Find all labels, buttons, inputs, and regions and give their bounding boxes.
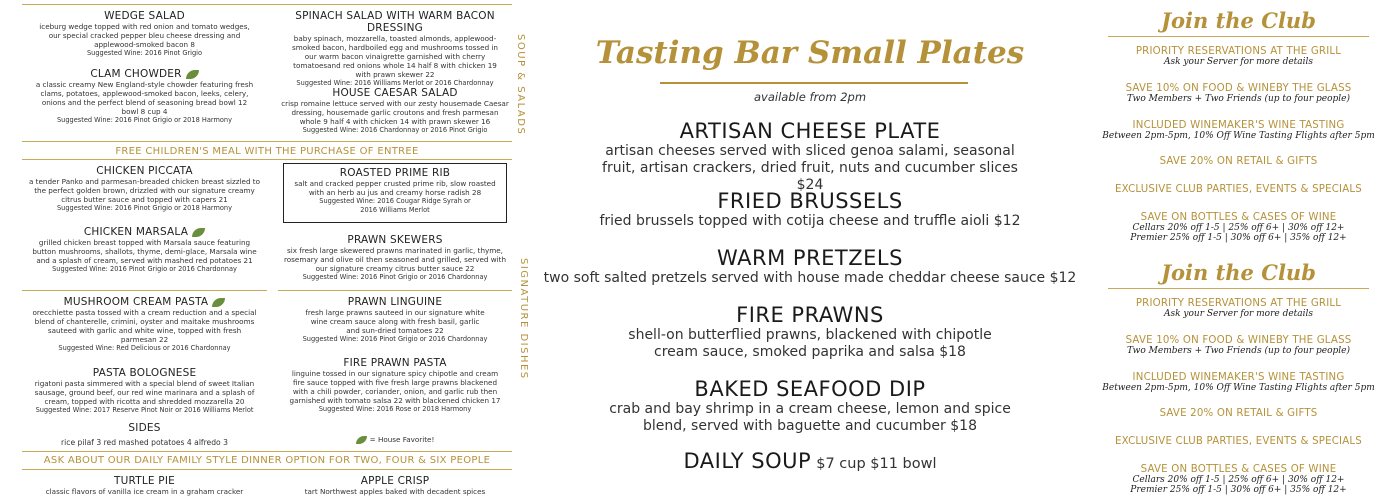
dish-baked-seafood-dip: BAKED SEAFOOD DIP crab and bay shrimp in a cream cheese, lemon and spice blend, served with baguette and cucumber $18	[609, 377, 1011, 434]
divider	[22, 290, 267, 291]
menu-item-pasta-bolognese: PASTA BOLOGNESE rigatoni pasta simmered with a special blend of sweet Italian sausage, ground beef, our red wine marinara and a splash of cream, topped with ricotta and shredded mozzarella 20 Suggested Wine: 2017 Reserve Pinot Noir or 2016 Williams Merlot	[34, 367, 255, 414]
tasting-bar-menu	[540, 0, 1080, 500]
club-title: Join the Club	[1161, 260, 1316, 285]
divider	[22, 159, 512, 160]
title-underline	[660, 82, 968, 84]
divider	[22, 451, 512, 452]
available-note: available from 2pm	[753, 90, 867, 104]
kids-meal-banner: FREE CHILDREN'S MEAL WITH THE PURCHASE OF ENTREE	[115, 146, 419, 157]
house-favorite-icon	[212, 298, 225, 307]
menu-item-spinach-salad: SPINACH SALAD WITH WARM BACON DRESSING baby spinach, mozzarella, toasted almonds, applewood-smoked bacon, hardboiled egg and mushrooms tossed in our warm bacon vinaigrette garnished with cherry tomatoesand red onions whole 14 half 8 with chicken 19 with prawn skewer 22 Suggested Wine: 2016 Williams Merlot or 2016 Chardonnay	[292, 10, 498, 87]
club-panel	[1100, 0, 1400, 500]
dish-artisan-cheese-plate: ARTISAN CHEESE PLATE artisan cheeses served with sliced genoa salami, seasonal fruit, artisan crackers, dried fruit, nuts and cucumber slices $24	[602, 119, 1018, 193]
menu-item-wedge-salad: WEDGE SALAD iceburg wedge topped with red onion and tomato wedges, our special cracked pepper bleu cheese dressing and applewood-smoked bacon 8 Suggested Wine: 2016 Pinot Grigio	[39, 10, 250, 57]
house-favorite-icon	[356, 436, 367, 444]
divider	[22, 4, 512, 5]
dish-daily-soup: DAILY SOUP $7 cup $11 bowl	[683, 449, 937, 473]
house-favorite-legend: = House Favorite!	[340, 435, 450, 444]
club-benefits-top: Join the Club PRIORITY RESERVATIONS AT THE GRILL Ask your Server for more details SAVE 10% ON FOOD & WINEBY THE GLASS Two Members + Two Friends (up to four people) INCLUDED WINEMAKER'S WINE TASTING Between 2pm-5pm, 10% Off Wine Tasting Flights after 5pm SAVE 20% ON RETAIL & GIFTS EXCLUSIVE CLUB PARTIES, EVENTS & SPECIALS SAVE ON BOTTLES & CASES OF WINE Cellars 20% off 1-5 | 25% off 6+ | 30% off 12+ Premier 25% off 1-5 | 30% off 6+ | 35% off 12+	[1100, 8, 1377, 243]
menu-item-caesar-salad: HOUSE CAESAR SALAD crisp romaine lettuce served with our zesty housemade Caesar dressing, housemade garlic croutons and fresh parmesan whole 9 half 4 with chicken 14 with prawn skewer 16 Suggested Wine: 2016 Chardonnay or 2016 Pinot Grigio	[281, 87, 509, 134]
menu-item-fire-prawn-pasta: FIRE PRAWN PASTA linguine tossed in our signature spicy chipotle and cream fire sauce topped with five fresh large prawns blackened with a chili powder, coriander, onion, and garlic rub then garnished with tomato salsa 22 with blackened chicken 17 Suggested Wine: 2016 Rose or 2018 Harmony	[289, 357, 501, 413]
menu-item-prawn-skewers: PRAWN SKEWERS six fresh large skewered prawns marinated in garlic, thyme, rosemary and olive oil then seasoned and grilled, served with our signature creamy citrus butter sauce 22 Suggested Wine: 2016 Pinot Grigio or 2016 Chardonnay	[283, 234, 507, 281]
dish-fried-brussels: FRIED BRUSSELS fried brussels topped with cotija cheese and truffle aioli $12	[599, 189, 1021, 229]
restaurant-menu	[0, 0, 540, 500]
menu-item-sides: SIDES rice pilaf 3 red mashed potatoes 4 alfredo 3	[61, 422, 228, 447]
divider	[1108, 36, 1369, 37]
dish-warm-pretzels: WARM PRETZELS two soft salted pretzels served with house made cheddar cheese sauce $12	[543, 246, 1077, 286]
menu-item-clam-chowder: CLAM CHOWDER a classic creamy New England-style chowder featuring fresh clams, potatoes, applewood-smoked bacon, leeks, celery, onions and the perfect blend of seasoning bread bowl 12 bowl 8 cup 4 Suggested Wine: 2016 Pinot Grigio or 2018 Harmony	[35, 68, 254, 124]
divider	[1108, 288, 1369, 289]
divider	[22, 469, 512, 470]
tasting-bar-title: Tasting Bar Small Plates	[595, 35, 1025, 71]
menu-item-prime-rib: ROASTED PRIME RIB salt and cracked pepper crusted prime rib, slow roasted with an herb au jus and creamy horse radish 28 Suggested Wine: 2016 Cougar Ridge Syrah or 2016 Williams Merlot	[283, 163, 507, 223]
menu-item-prawn-linguine: PRAWN LINGUINE fresh large prawns sauteed in our signature white wine cream sauce along with fresh basil, garlic and sun-dried tomatoes 22 Suggested Wine: 2016 Pinot Grigio or 2016 Chardonnay	[302, 296, 488, 343]
house-favorite-icon	[192, 228, 205, 237]
divider	[22, 141, 512, 142]
dish-fire-prawns: FIRE PRAWNS shell-on butterflied prawns, blackened with chipotle cream sauce, smoked paprika and salsa $18	[628, 303, 992, 360]
club-title: Join the Club	[1161, 8, 1316, 33]
section-label-signature-dishes: SIGNATURE DISHES	[518, 258, 529, 380]
club-benefits-bottom: Join the Club PRIORITY RESERVATIONS AT THE GRILL Ask your Server for more details SAVE 10% ON FOOD & WINEBY THE GLASS Two Members + Two Friends (up to four people) INCLUDED WINEMAKER'S WINE TASTING Between 2pm-5pm, 10% Off Wine Tasting Flights after 5pm SAVE 20% ON RETAIL & GIFTS EXCLUSIVE CLUB PARTIES, EVENTS & SPECIALS SAVE ON BOTTLES & CASES OF WINE Cellars 20% off 1-5 | 25% off 6+ | 30% off 12+ Premier 25% off 1-5 | 30% off 6+ | 35% off 12+	[1100, 260, 1377, 495]
menu-item-turtle-pie: TURTLE PIE classic flavors of vanilla ice cream in a graham cracker	[45, 475, 244, 496]
family-style-banner: ASK ABOUT OUR DAILY FAMILY STYLE DINNER OPTION FOR TWO, FOUR & SIX PEOPLE	[43, 455, 491, 466]
section-label-soup-salads: SOUP & SALADS	[515, 34, 526, 136]
divider	[278, 290, 512, 291]
menu-item-apple-crisp: APPLE CRISP tart Northwest apples baked with decadent spices	[304, 475, 486, 496]
house-favorite-icon	[186, 70, 199, 79]
menu-item-chicken-piccata: CHICKEN PICCATA a tender Panko and parmesan-breaded chicken breast sizzled to the perfect golden brown, drizzled with our signature creamy citrus butter sauce and topped with capers 21 Suggested Wine: 2016 Pinot Grigio or 2018 Harmony	[28, 165, 261, 212]
menu-item-chicken-marsala: CHICKEN MARSALA grilled chicken breast topped with Marsala sauce featuring button mushrooms, shallots, thyme, demi-glace, Marsala wine and a splash of cream, served with mashed red potatoes 21 Suggested Wine: 2016 Pinot Grigio or 2016 Chardonnay	[32, 226, 257, 273]
menu-item-mushroom-cream-pasta: MUSHROOM CREAM PASTA orecchiette pasta tossed with a cream reduction and a special blend of chanterelle, crimini, oyster and maitake mushrooms sauteed with garlic and white wine, topped with fresh parmesan 22 Suggested Wine: Red Delicious or 2016 Chardonnay	[32, 296, 257, 352]
